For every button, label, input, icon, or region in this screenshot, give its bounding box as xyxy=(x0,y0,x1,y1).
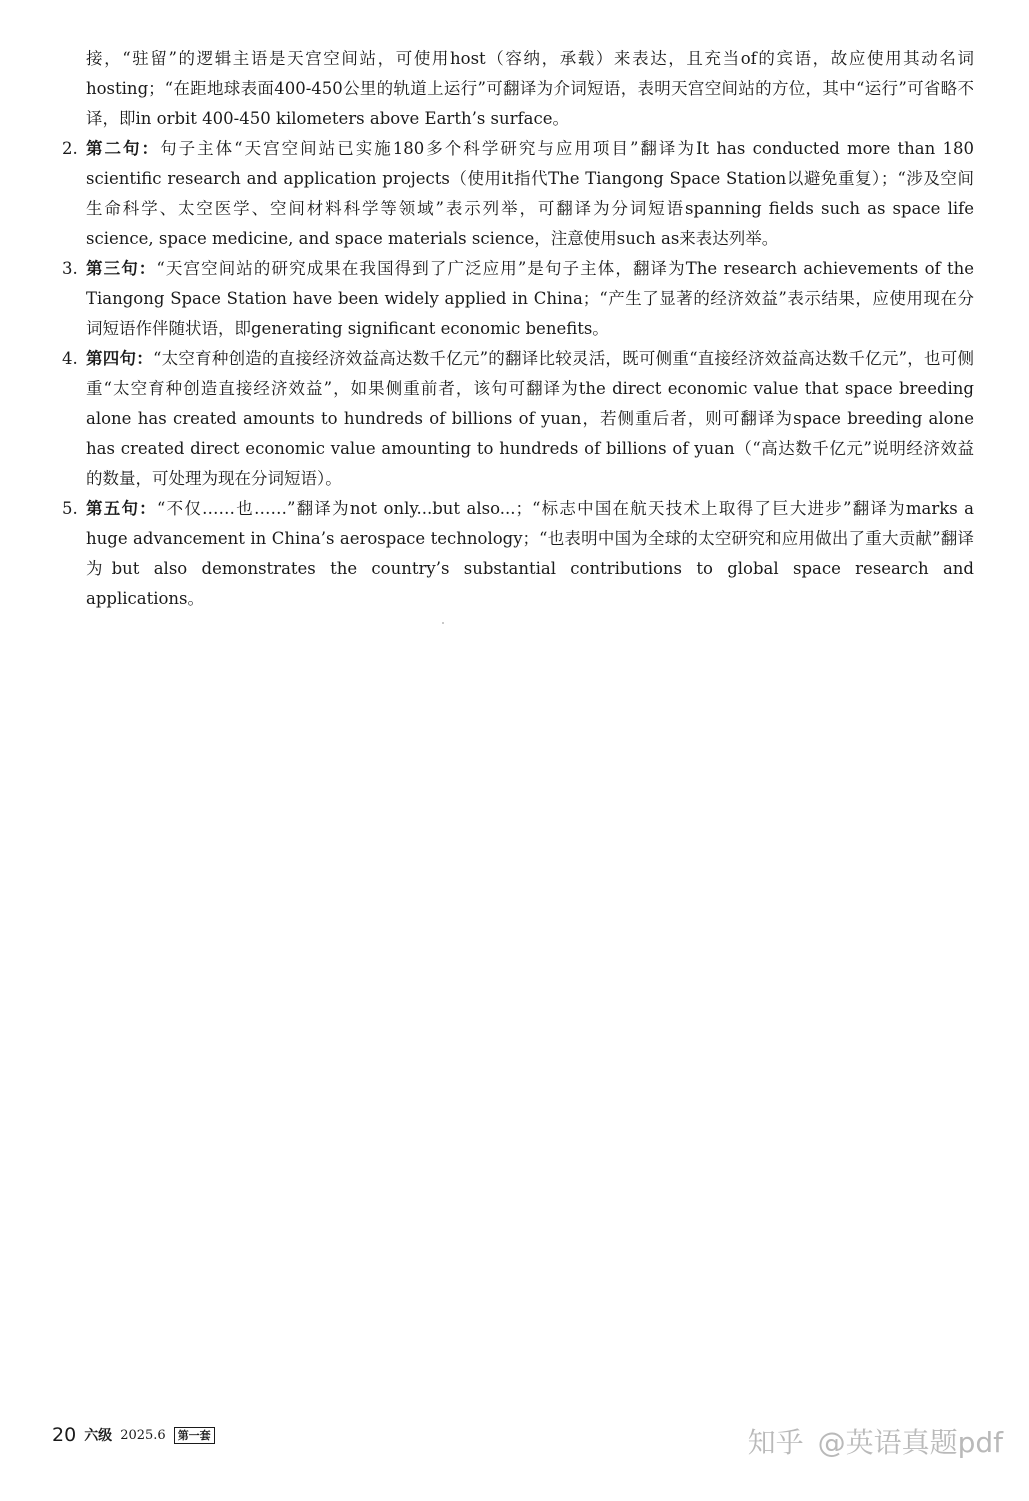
item-heading: 第三句： xyxy=(86,259,157,278)
page-footer xyxy=(52,1424,215,1446)
scan-speck xyxy=(442,622,444,624)
exam-level: 六级 xyxy=(84,1428,113,1444)
list-item-5 xyxy=(62,494,974,614)
list-item-2 xyxy=(62,134,974,254)
item-number: 2. xyxy=(62,139,78,158)
continued-paragraph: 接，“驻留”的逻辑主语是天宫空间站，可使用host（容纳，承载）来表达，且充当of的宾语，故应使用其动名词hosting；“在距地球表面400-450公里的轨道上运行”可翻译为介词短语，表明天宫空间站的方位，其中“运行”可省略不译，即in orbit 400-450 kilometers above Earth’s surface。 xyxy=(86,49,974,128)
set-badge: 第一套 xyxy=(174,1427,215,1444)
item-number: 4. xyxy=(62,349,78,368)
page-number: 20 xyxy=(52,1424,77,1446)
exam-date: 2025.6 xyxy=(120,1427,166,1443)
item-heading: 第二句： xyxy=(86,139,161,158)
list-item-4 xyxy=(62,344,974,494)
list-item-3 xyxy=(62,254,974,344)
item-body xyxy=(86,494,974,614)
watermark xyxy=(748,1421,1003,1461)
item-number: 3. xyxy=(62,259,78,278)
item-text: 句子主体“天宫空间站已实施180多个科学研究与应用项目”翻译为It has conducted more than 180 scientific research and application projects（使用it指代The Tiangong Space Station以避免重复）；“涉及空间生命科学、太空医学、空间材料科学等领域”表示列举，可翻译为分词短语spanning fields such as space life science, space medicine, and space materials science，注意使用such as来表达列举。 xyxy=(86,139,974,248)
item-text: “太空育种创造的直接经济效益高达数千亿元”的翻译比较灵活，既可侧重“直接经济效益高达数千亿元”，也可侧重“太空育种创造直接经济效益”，如果侧重前者，该句可翻译为the direct economic value that space breeding alone has created amounts to hundreds of billions of yuan，若侧重后者，则可翻译为space breeding alone has created direct economic value amounting to hundreds of billions of yuan（“高达数千亿元”说明经济效益的数量，可处理为现在分词短语）。 xyxy=(86,349,974,488)
item-text: “天宫空间站的研究成果在我国得到了广泛应用”是句子主体，翻译为The research achievements of the Tiangong Space Station have been widely applied in China；“产生了显著的经济效益”表示结果，应使用现在分词短语作伴随状语，即generating significant economic benefits。 xyxy=(86,259,974,338)
item-body xyxy=(86,254,974,344)
item-text: “不仅……也……”翻译为not only...but also...；“标志中国在航天技术上取得了巨大进步”翻译为marks a huge advancement in China’s aerospace technology；“也表明中国为全球的太空研究和应用做出了重大贡献”翻译为but also demonstrates the country’s substantial contributions to global space research and applications。 xyxy=(86,499,975,608)
item-heading: 第四句： xyxy=(86,349,153,368)
item-body xyxy=(86,344,974,494)
item-heading: 第五句： xyxy=(86,499,157,518)
watermark-author: @英语真题pdf xyxy=(817,1426,1003,1459)
answer-explanation-text xyxy=(62,44,974,614)
item-body xyxy=(86,134,974,254)
watermark-site: 知乎 xyxy=(747,1426,804,1459)
item-number: 5. xyxy=(62,499,78,518)
